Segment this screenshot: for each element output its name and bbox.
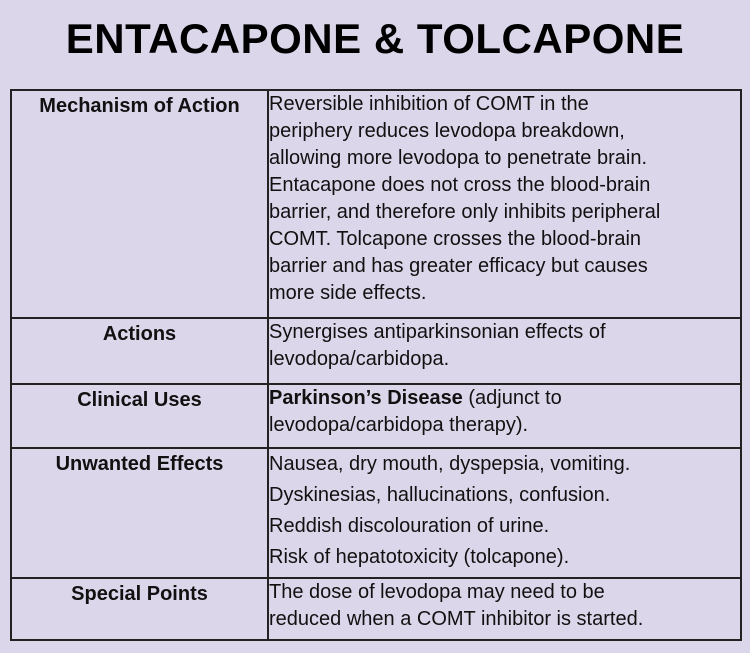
- table-row-clinical-uses: [11, 384, 741, 448]
- mechanism-line: more side effects.: [269, 282, 427, 304]
- mechanism-line: Reversible inhibition of COMT in the: [269, 93, 589, 115]
- mechanism-line: Entacapone does not cross the blood-brain: [269, 174, 651, 196]
- row-label-mechanism: Mechanism of Action: [11, 90, 268, 318]
- row-content-special-points: [268, 578, 741, 640]
- mechanism-line: barrier and has greater efficacy but causes: [269, 255, 648, 277]
- mechanism-line: barrier, and therefore only inhibits peripheral: [269, 201, 661, 223]
- actions-line: Synergises antiparkinsonian effects of: [269, 321, 606, 343]
- row-content-unwanted-effects: [268, 448, 741, 578]
- clinical-uses-note: (adjunct to: [462, 387, 562, 409]
- page-title: ENTACAPONE & TOLCAPONE: [65, 15, 685, 62]
- row-label-clinical-uses: Clinical Uses: [11, 384, 268, 448]
- mechanism-line: COMT. Tolcapone crosses the blood-brain: [269, 228, 642, 250]
- unwanted-effect-item: Risk of hepatotoxicity (tolcapone).: [269, 546, 570, 568]
- table-row-mechanism: [11, 90, 741, 318]
- clinical-uses-line-2: levodopa/carbidopa therapy).: [269, 414, 529, 436]
- unwanted-effect-item: Reddish discolouration of urine.: [269, 515, 550, 537]
- unwanted-effect-item: Dyskinesias, hallucinations, confusion.: [269, 484, 611, 506]
- row-content-actions: [268, 318, 741, 384]
- drug-info-table: [10, 89, 742, 641]
- clinical-uses-disease: Parkinson’s Disease: [269, 387, 463, 409]
- table-row-special-points: [11, 578, 741, 640]
- unwanted-effect-item: Nausea, dry mouth, dyspepsia, vomiting.: [269, 453, 631, 475]
- row-label-actions: Actions: [11, 318, 268, 384]
- clinical-uses-line: [269, 385, 740, 412]
- special-points-line: reduced when a COMT inhibitor is started.: [269, 608, 644, 630]
- table-row-actions: [11, 318, 741, 384]
- mechanism-line: allowing more levodopa to penetrate brain.: [269, 147, 648, 169]
- table-row-unwanted-effects: [11, 448, 741, 578]
- special-points-line: The dose of levodopa may need to be: [269, 581, 605, 603]
- row-label-unwanted-effects: Unwanted Effects: [11, 448, 268, 578]
- actions-line: levodopa/carbidopa.: [269, 348, 450, 370]
- mechanism-line: periphery reduces levodopa breakdown,: [269, 120, 625, 142]
- row-content-mechanism: [268, 90, 741, 318]
- row-content-clinical-uses: [268, 384, 741, 448]
- row-label-special-points: Special Points: [11, 578, 268, 640]
